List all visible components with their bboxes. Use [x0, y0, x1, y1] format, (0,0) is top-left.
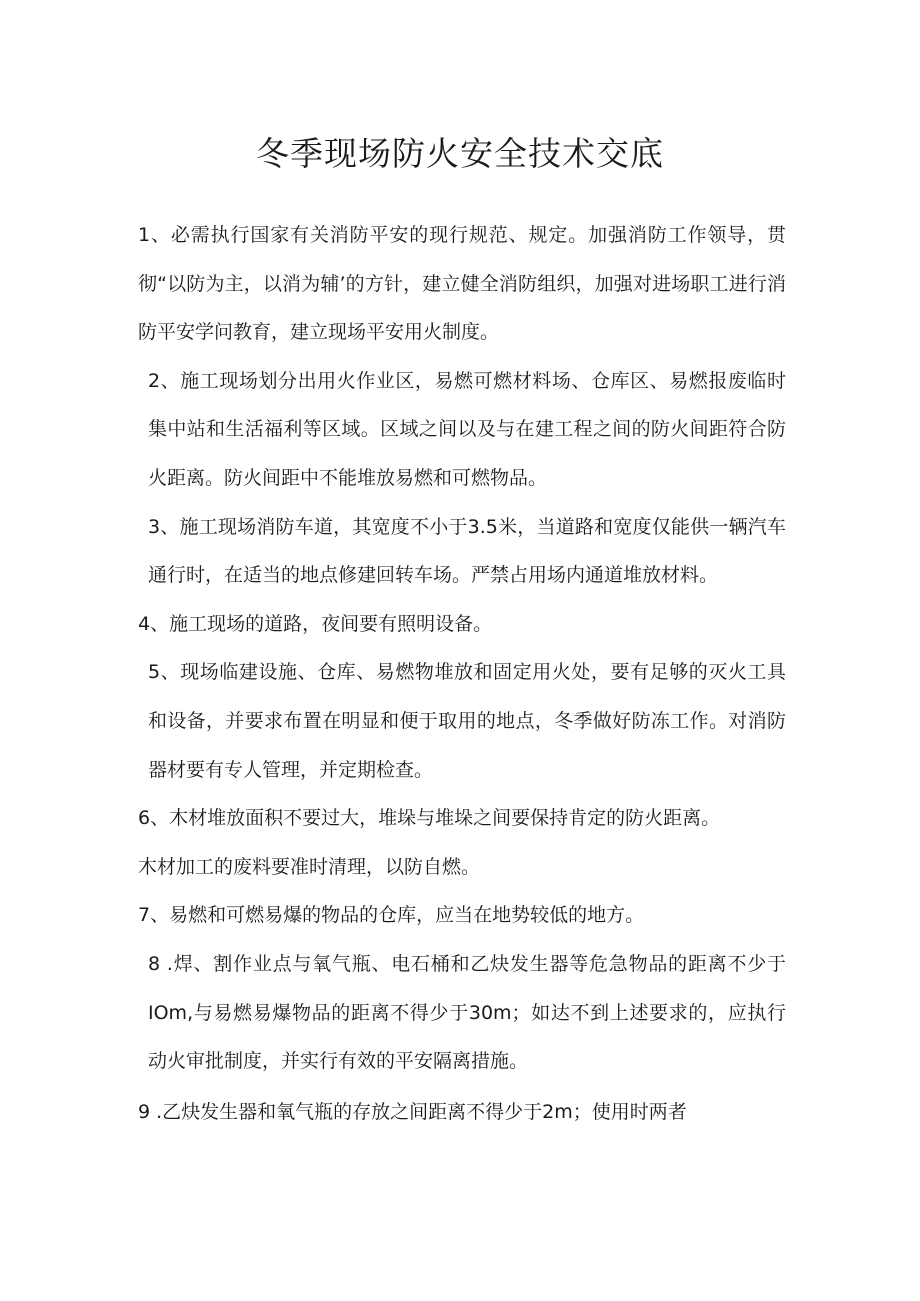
document-title: 冬季现场防火安全技术交底	[256, 134, 664, 173]
paragraph-3: 3、施工现场消防车道，其宽度不小于3.5米，当道路和宽度仅能供一辆汽车通行时，在适当的地点修建回转车场。严禁占用场内通道堆放材料。	[148, 515, 786, 587]
paragraph-9: 9 .乙炔发生器和氧气瓶的存放之间距离不得少于2m；使用时两者	[138, 1100, 687, 1123]
paragraph-6-continued: 木材加工的废料要准时清理，以防自燃。	[138, 855, 481, 878]
paragraph-5: 5、现场临建设施、仓库、易燃物堆放和固定用火处，要有足够的灭火工具和设备，并要求布置在明显和便于取用的地点，冬季做好防冻工作。对消防器材要有专人管理，并定期检查。	[148, 661, 786, 781]
document-body	[138, 211, 786, 1136]
paragraph-2: 2、施工现场划分出用火作业区，易燃可燃材料场、仓库区、易燃报废临时集中站和生活福利等区域。区域之间以及与在建工程之间的防火间距符合防火距离。防火间距中不能堆放易燃和可燃物品。	[148, 369, 786, 489]
paragraph-7: 7、易燃和可燃易爆的物品的仓库，应当在地势较低的地方。	[138, 904, 645, 927]
paragraph-8: 8 .焊、割作业点与氧气瓶、电石桶和乙炔发生器等危急物品的距离不少于IOm,与易燃易爆物品的距离不得少于30m；如达不到上述要求的，应执行动火审批制度，并实行有效的平安隔离措施。	[148, 952, 786, 1073]
paragraph-6: 6、木材堆放面积不要过大，堆垛与堆垛之间要保持肯定的防火距离。	[138, 807, 721, 830]
paragraph-4: 4、施工现场的道路，夜间要有照明设备。	[138, 612, 493, 635]
paragraph-1: 1、必需执行国家有关消防平安的现行规范、规定。加强消防工作领导，贯彻“以防为主，以消为辅’的方针，建立健全消防组织，加强对进场职工进行消防平安学问教育，建立现场平安用火制度。	[138, 224, 786, 344]
